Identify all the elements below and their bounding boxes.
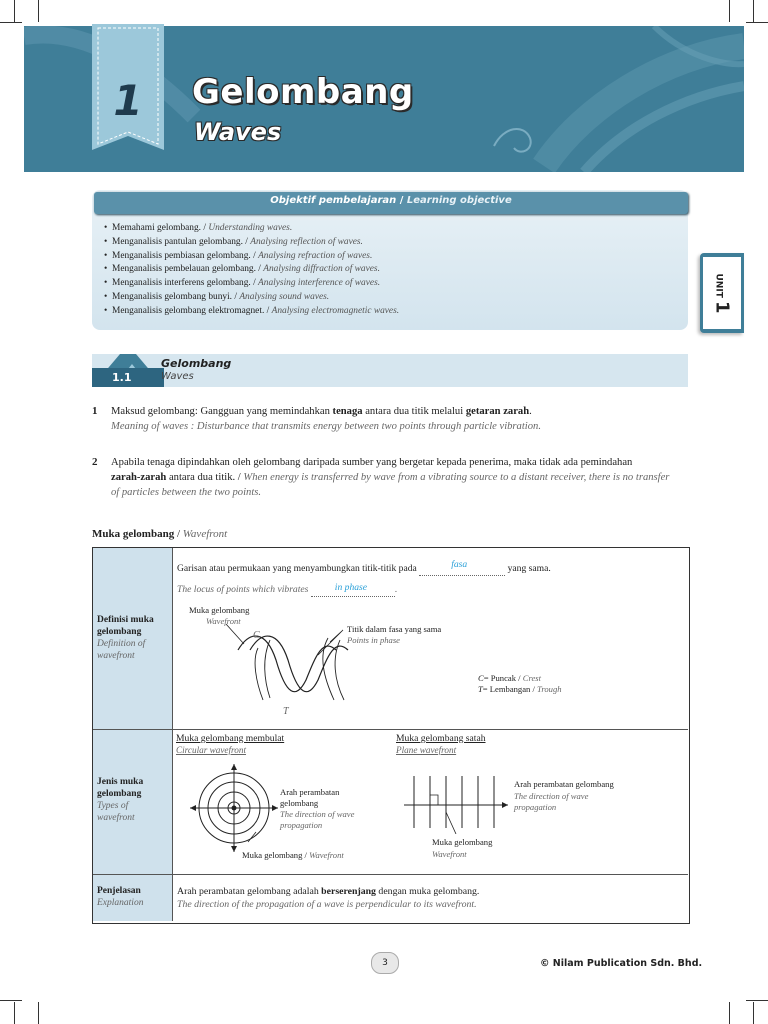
plane-direction-en: The direction of wave (514, 791, 589, 801)
crop-mark (0, 1000, 22, 1001)
circular-wavefront-diagram (186, 762, 286, 858)
explanation-en: The direction of the propagation of a wave is perpendicular to its wavefront. (177, 899, 477, 910)
crop-mark (729, 0, 730, 22)
label-en: wavefront (97, 651, 135, 661)
plane-wf-ms: Muka gelombang (432, 837, 493, 847)
section-subtitle: Waves (161, 371, 194, 382)
paragraph-2 (111, 455, 691, 500)
objective-en: Analysing reflection of waves. (250, 236, 363, 247)
legend-en: Crest (522, 673, 542, 683)
crop-mark (14, 1002, 15, 1024)
objective-en: Understanding waves. (208, 223, 293, 233)
paragraph-number: 1 (92, 405, 98, 417)
plane-direction-en: propagation (514, 802, 557, 812)
plane-wavefront-en: Plane wavefront (396, 745, 457, 755)
crop-mark (753, 0, 754, 22)
crop-mark (38, 0, 39, 22)
answer-fasa: fasa (451, 559, 468, 570)
answer-in-phase: in phase (334, 582, 368, 593)
para2-translation: of particles between the two points. (111, 487, 262, 498)
para1-text: . (529, 406, 532, 417)
legend-ms: = Puncak / (483, 673, 521, 683)
label-ms: gelombang (97, 627, 142, 637)
crop-mark (729, 1002, 730, 1024)
table-divider (93, 729, 688, 730)
chapter-subtitle: Waves (194, 118, 282, 146)
para1-translation: Meaning of waves : Disturbance that transmits energy between two points through particle vibration. (111, 421, 541, 432)
plane-direction-ms: Arah perambatan gelombang (514, 779, 614, 789)
objective-en: Analysing electromagnetic waves. (271, 305, 400, 316)
objective-title-ms: Objektif pembelajaran (270, 195, 397, 206)
circular-direction-ms: gelombang (280, 798, 319, 808)
explanation-text (177, 885, 479, 911)
objective-list (104, 222, 399, 319)
table-divider (93, 874, 688, 875)
circular-wavefront-en: Circular wavefront (176, 745, 247, 755)
definition-text-en: . (394, 584, 398, 595)
para2-text: antara dua titik. / (166, 472, 241, 483)
crop-mark (746, 22, 768, 23)
objective-ms: Menganalisis interferens gelombang. / (111, 278, 256, 289)
objective-title-sep: / (399, 195, 404, 206)
para1-text: Maksud gelombang: Gangguan yang memindahkan (111, 406, 333, 417)
objective-title-en: Learning objective (406, 195, 512, 206)
row-label-explanation (97, 885, 143, 909)
fig-crest-label: C (253, 630, 260, 641)
para2-translation: When energy is transferred by wave from a vibrating source to a distant receiver, there is no transfer (240, 472, 670, 483)
fig-points-en: Points in phase (347, 635, 400, 645)
table-divider (172, 548, 173, 921)
fig-wavefront-ms: Muka gelombang (189, 605, 250, 615)
fig-trough-label: T (283, 706, 289, 717)
legend-symbol: T (478, 684, 483, 694)
crop-mark (38, 1002, 39, 1024)
label-ms: Jenis muka (97, 777, 144, 787)
objective-ms: Menganalisis gelombang bunyi. / (111, 291, 237, 302)
definition-line-ms (177, 561, 551, 576)
explanation-ms: dengan muka gelombang. (375, 886, 480, 897)
legend-ms: = Lembangan / (482, 684, 535, 694)
unit-side-label (712, 270, 733, 318)
label-ms: Definisi muka (97, 615, 154, 625)
list-item: • Menganalisis pembelauan gelombang. / Analysing diffraction of waves. (104, 264, 380, 275)
definition-text: Garisan atau permukaan yang menyambungkan titik-titik pada (177, 563, 417, 574)
definition-text: yang sama. (507, 563, 551, 574)
circular-direction-en: propagation (280, 820, 323, 830)
crop-mark (753, 1002, 754, 1024)
legend-crest (478, 673, 541, 684)
paragraph-1 (111, 404, 691, 434)
objective-ms: Menganalisis gelombang elektromagnet. / (111, 305, 270, 316)
para1-bold: getaran zarah (465, 406, 530, 417)
para2-bold: zarah-zarah (111, 472, 167, 483)
objective-en: Analysing diffraction of waves. (263, 264, 380, 275)
label-en: wavefront (97, 813, 135, 823)
crop-mark (0, 22, 22, 23)
objective-ms: Menganalisis pantulan gelombang. / (111, 236, 248, 247)
objective-en: Analysing sound waves. (239, 291, 330, 302)
copyright: © Nilam Publication Sdn. Bhd. (540, 958, 703, 969)
circular-direction-ms: Arah perambatan (280, 787, 340, 797)
crop-mark (14, 0, 15, 22)
section-number: 1.1 (112, 371, 132, 384)
objective-ms: Menganalisis pembelauan gelombang. / (111, 264, 261, 275)
unit-side-number: 1 (711, 300, 733, 314)
objective-ms: Menganalisis pembiasan gelombang. / (111, 250, 256, 261)
circular-direction-en: The direction of wave (280, 809, 355, 819)
crop-mark (746, 1000, 768, 1001)
list-item: • Memahami gelombang. / Understanding waves. (104, 223, 293, 233)
paragraph-number: 2 (92, 456, 98, 468)
circular-wavefront-label (242, 850, 344, 861)
label-ms: Penjelasan (97, 886, 141, 896)
legend-en: Trough (537, 684, 562, 694)
list-item: • Menganalisis gelombang bunyi. / Analysing sound waves. (104, 291, 330, 302)
label-en: Explanation (97, 898, 144, 908)
circular-wf-en: Wavefront (309, 850, 344, 860)
fig-wavefront-en: Wavefront (206, 616, 241, 626)
explanation-bold: berserenjang (321, 886, 376, 897)
wavefront-heading-ms: Muka gelombang (92, 528, 175, 540)
objective-en: Analysing refraction of waves. (258, 250, 373, 261)
definition-line-en (177, 582, 397, 597)
plane-wavefront-diagram (400, 772, 510, 834)
page-number: 3 (371, 952, 399, 974)
section-title: Gelombang (161, 357, 232, 370)
plane-wf-en: Wavefront (432, 849, 467, 859)
circular-wavefront-ms: Muka gelombang membulat (176, 733, 285, 744)
explanation-ms: Arah perambatan gelombang adalah (177, 886, 322, 897)
list-item: • Menganalisis gelombang elektromagnet. / Analysing electromagnetic waves. (104, 305, 400, 316)
row-label-types (97, 776, 171, 824)
row-label-definition (97, 614, 171, 662)
para2-text: Apabila tenaga dipindahkan oleh gelombang daripada sumber yang bergetar kepada penerima, maka tidak ada pemindahan (111, 457, 633, 468)
para1-bold: tenaga (332, 406, 363, 417)
wavefront-heading (92, 528, 227, 540)
legend-trough (478, 684, 562, 695)
answer-blank (311, 582, 398, 597)
objective-en: Analysing interference of waves. (258, 278, 381, 289)
label-en: Definition of (97, 639, 146, 649)
para1-text: antara dua titik melalui (362, 406, 466, 417)
answer-blank (419, 559, 505, 576)
wavefront-heading-en: Wavefront (182, 528, 228, 540)
definition-text-en: The locus of points which vibrates (177, 584, 309, 595)
label-ms: gelombang (97, 789, 142, 799)
wavefront-heading-sep: / (174, 528, 183, 540)
unit-label: UNIT (713, 273, 724, 298)
circular-wf-ms: Muka gelombang / (242, 850, 307, 860)
list-item: • Menganalisis pantulan gelombang. / Analysing reflection of waves. (104, 236, 363, 247)
fig-points-ms: Titik dalam fasa yang sama (347, 624, 442, 634)
chapter-title: Gelombang (192, 72, 414, 112)
legend-symbol: C (478, 673, 484, 683)
learning-objective-title (94, 195, 688, 206)
table-label-column (93, 548, 172, 921)
objective-ms: Memahami gelombang. / (111, 223, 206, 233)
unit-number: 1 (113, 76, 143, 125)
list-item: • Menganalisis pembiasan gelombang. / Analysing refraction of waves. (104, 250, 373, 261)
list-item: • Menganalisis interferens gelombang. / Analysing interference of waves. (104, 278, 381, 289)
label-en: Types of (97, 801, 129, 811)
plane-wavefront-ms: Muka gelombang satah (396, 733, 486, 744)
